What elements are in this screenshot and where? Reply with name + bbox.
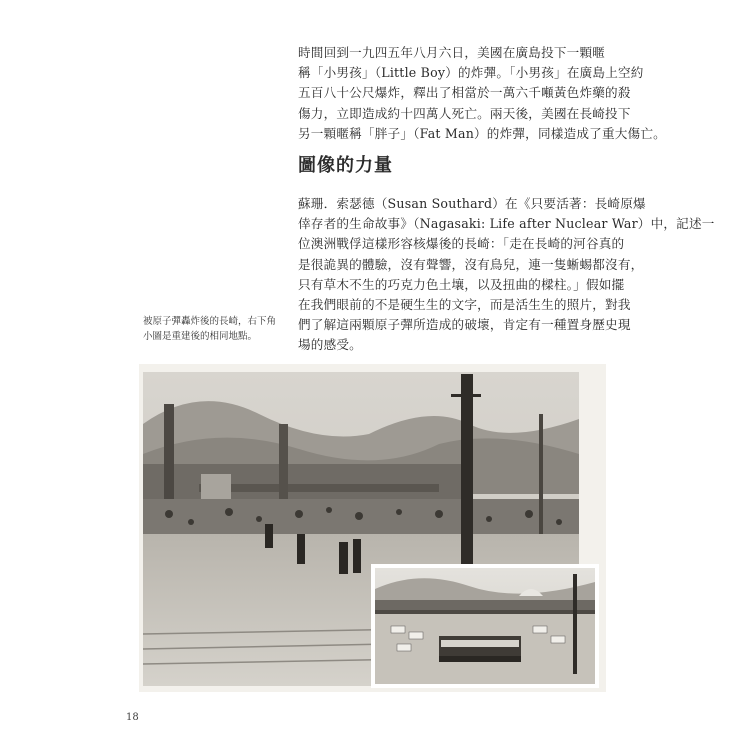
text-line: 場的感受。 — [298, 337, 362, 353]
text-line: 只有草木不生的巧克力色土壤，以及扭曲的樑柱。」假如擺 — [298, 276, 625, 292]
text-line: 蘇珊．索瑟德（Susan Southard）在《只要活著：長崎原爆 — [298, 196, 646, 211]
text-line: 倖存者的生命故事》（Nagasaki: Life after Nuclear War）中，記述一 — [298, 216, 715, 232]
caption-line: 小圖是重建後的相同地點。 — [143, 331, 258, 342]
intro-paragraph — [298, 43, 666, 144]
text-line: 時間回到一九四五年八月六日，美國在廣島投下一顆暱 — [298, 45, 606, 60]
text-line: 位澳洲戰俘這樣形容核爆後的長崎：「走在長崎的河谷真的 — [298, 236, 625, 252]
text-line: 五百八十公尺爆炸，釋出了相當於一萬六千噸黃色炸藥的殺 — [298, 85, 631, 101]
caption-line: 被原子彈轟炸後的長崎，右下角 — [143, 316, 277, 327]
page-number: 18 — [126, 712, 139, 723]
text-line: 另一顆暱稱「胖子」（Fat Man）的炸彈，同樣造成了重大傷亡。 — [298, 125, 666, 141]
section-paragraph — [298, 194, 715, 356]
historic-photo — [139, 364, 606, 692]
text-line: 稱「小男孩」（Little Boy）的炸彈。「小男孩」在廣島上空約 — [298, 65, 644, 81]
text-line: 是很詭異的體驗，沒有聲響，沒有鳥兒，連一隻蜥蜴都沒有， — [298, 256, 644, 272]
photo-caption — [143, 314, 283, 344]
text-line: 們了解這兩顆原子彈所造成的破壞，肯定有一種置身歷史現 — [298, 317, 631, 333]
text-line: 在我們眼前的不是硬生生的文字，而是活生生的照片，對我 — [298, 297, 631, 313]
nagasaki-ruins-photo — [139, 364, 606, 692]
section-heading: 圖像的力量 — [298, 155, 393, 176]
text-line: 傷力，立即造成約十四萬人死亡。兩天後，美國在長崎投下 — [298, 105, 631, 121]
inset-photo — [371, 564, 599, 688]
